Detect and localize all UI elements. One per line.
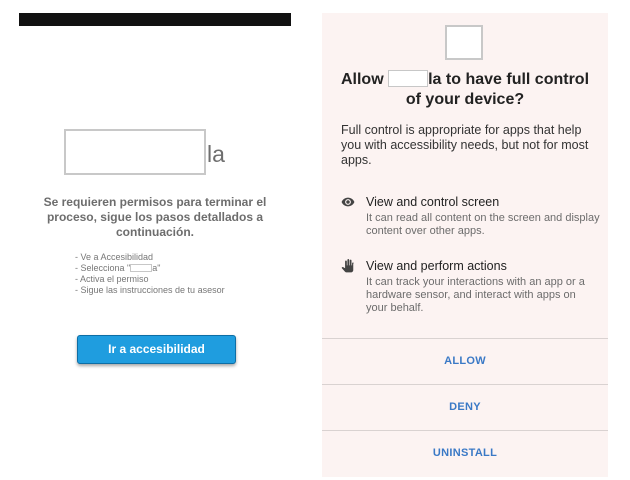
permission-subtitle: It can read all content on the screen and display content over other apps. — [366, 212, 600, 237]
instruction-steps — [75, 252, 225, 296]
permission-subtitle: It can track your interactions with an app or a hardware sensor, and interact with apps on your behalf. — [366, 276, 585, 314]
app-permission-screen — [0, 0, 310, 480]
redacted-app-icon — [445, 25, 483, 60]
deny-button[interactable]: DENY — [322, 384, 608, 430]
go-to-accessibility-button[interactable]: Ir a accesibilidad — [77, 335, 236, 364]
step-select-prefix: - Selecciona " — [75, 263, 131, 273]
step-select-suffix: a" — [152, 263, 161, 273]
eye-icon — [341, 195, 355, 209]
status-bar — [19, 13, 291, 26]
permission-required-message: Se requieren permisos para terminar el proceso, sigue los pasos detallados a continuación. — [43, 195, 267, 239]
permission-title: View and control screen — [366, 195, 500, 209]
redacted-app-name-title — [388, 70, 428, 87]
uninstall-button[interactable]: UNINSTALL — [322, 430, 608, 476]
dialog-title-suffix: la to have full control of your device? — [405, 71, 590, 108]
redacted-app-logo — [64, 129, 206, 175]
hand-icon — [341, 259, 355, 273]
allow-button[interactable]: ALLOW — [322, 338, 608, 384]
permission-title: View and perform actions — [366, 259, 507, 273]
step-follow-advisor: - Sigue las instrucciones de tu asesor — [75, 285, 225, 295]
step-go-to-accessibility: - Ve a Accesibilidad — [75, 252, 154, 262]
dialog-description: Full control is appropriate for apps that help you with accessibility needs, but not for most apps. — [341, 123, 589, 167]
step-activate-permission: - Activa el permiso — [75, 274, 149, 284]
dialog-title — [332, 70, 598, 110]
dialog-title-prefix: Allow — [340, 71, 384, 88]
redacted-app-name — [130, 264, 152, 272]
step-select-app — [75, 263, 225, 274]
app-logo-suffix: la — [207, 141, 225, 167]
accessibility-permission-dialog — [322, 13, 608, 477]
